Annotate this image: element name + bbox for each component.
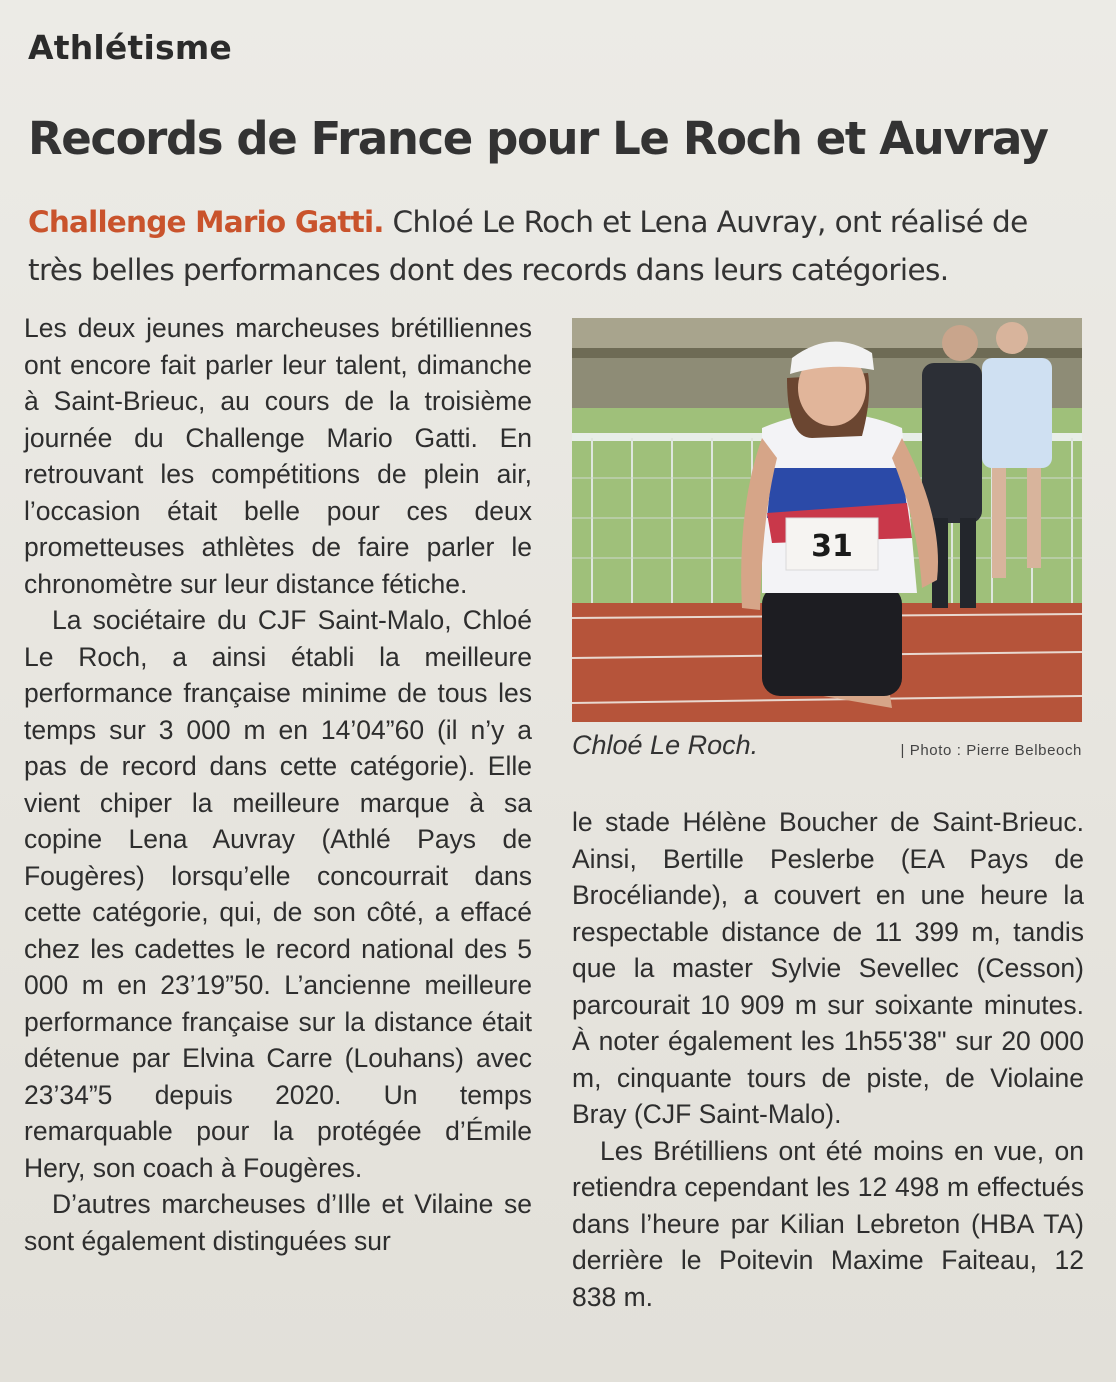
caption-text: Chloé Le Roch.: [572, 730, 759, 760]
paragraph-1: Les deux jeunes marcheuses brétilliennes ont encore fait parler leur talent, dimanche à Saint-Brieuc, au cours de la troisième journée du Challenge Mario Gatti. En retrouvant les compétitions de plein air, l’occasion était belle pour ces deux prometteuses athlètes de faire parler le chronomètre sur leur distance fétiche.: [24, 313, 532, 599]
article-lead: [28, 198, 1088, 294]
paragraph-4: le stade Hélène Boucher de Saint-Brieuc. Ainsi, Bertille Peslerbe (EA Pays de Brocéliande), a couvert en une heure la respectable distance de 11 399 m, tandis que la master Sylvie Sevellec (Cesson) parcourait 10 909 m sur soixante minutes. À noter également les 1h55'38" sur 20 000 m, cinquante tours de piste, de Violaine Bray (CJF Saint-Malo).: [572, 807, 1084, 1129]
right-column: [572, 804, 1084, 1364]
photo-caption: [572, 730, 1084, 761]
lead-kicker: Challenge Mario Gatti.: [28, 205, 384, 239]
paragraph-2: La sociétaire du CJF Saint-Malo, Chloé Le Roch, a ainsi établi la meilleure performance française minime de tous les temps sur 3 000 m en 14’04”60 (il n’y a pas de record dans cette catégorie). Elle vient chiper la meilleure marque à sa copine Lena Auvray (Athlé Pays de Fougères) lorsqu’elle concourrait dans cette catégorie, qui, de son côté, a effacé chez les cadettes le record national des 5 000 m en 23’19”50. L’ancienne meilleure performance française sur la distance était détenue par Elvina Carre (Louhans) avec 23’34”5 depuis 2020. Un temps remarquable pour la protégée d’Émile Hery, son coach à Fougères.: [24, 605, 532, 1183]
athlete-photo-illustration: [572, 318, 1082, 722]
section-rubric: Athlétisme: [28, 28, 232, 67]
left-column: [24, 310, 532, 1370]
paragraph-5: Les Brétilliens ont été moins en vue, on retiendra cependant les 12 498 m effectués dans l’heure par Kilian Lebreton (HBA TA) derrière le Poitevin Maxime Faiteau, 12 838 m.: [572, 1135, 1084, 1312]
article-photo: [572, 318, 1082, 722]
photo-credit: | Photo : Pierre Belbeoch: [900, 742, 1082, 759]
lead-text: Chloé Le Roch et Lena Auvray, ont réalisé de très belles performances dont des records dans leurs catégories.: [28, 205, 1028, 287]
bib-number: 31: [811, 529, 853, 564]
article-headline: Records de France pour Le Roch et Auvray: [28, 112, 1048, 165]
paragraph-3: D’autres marcheuses d’Ille et Vilaine se sont également distinguées sur: [24, 1189, 532, 1256]
